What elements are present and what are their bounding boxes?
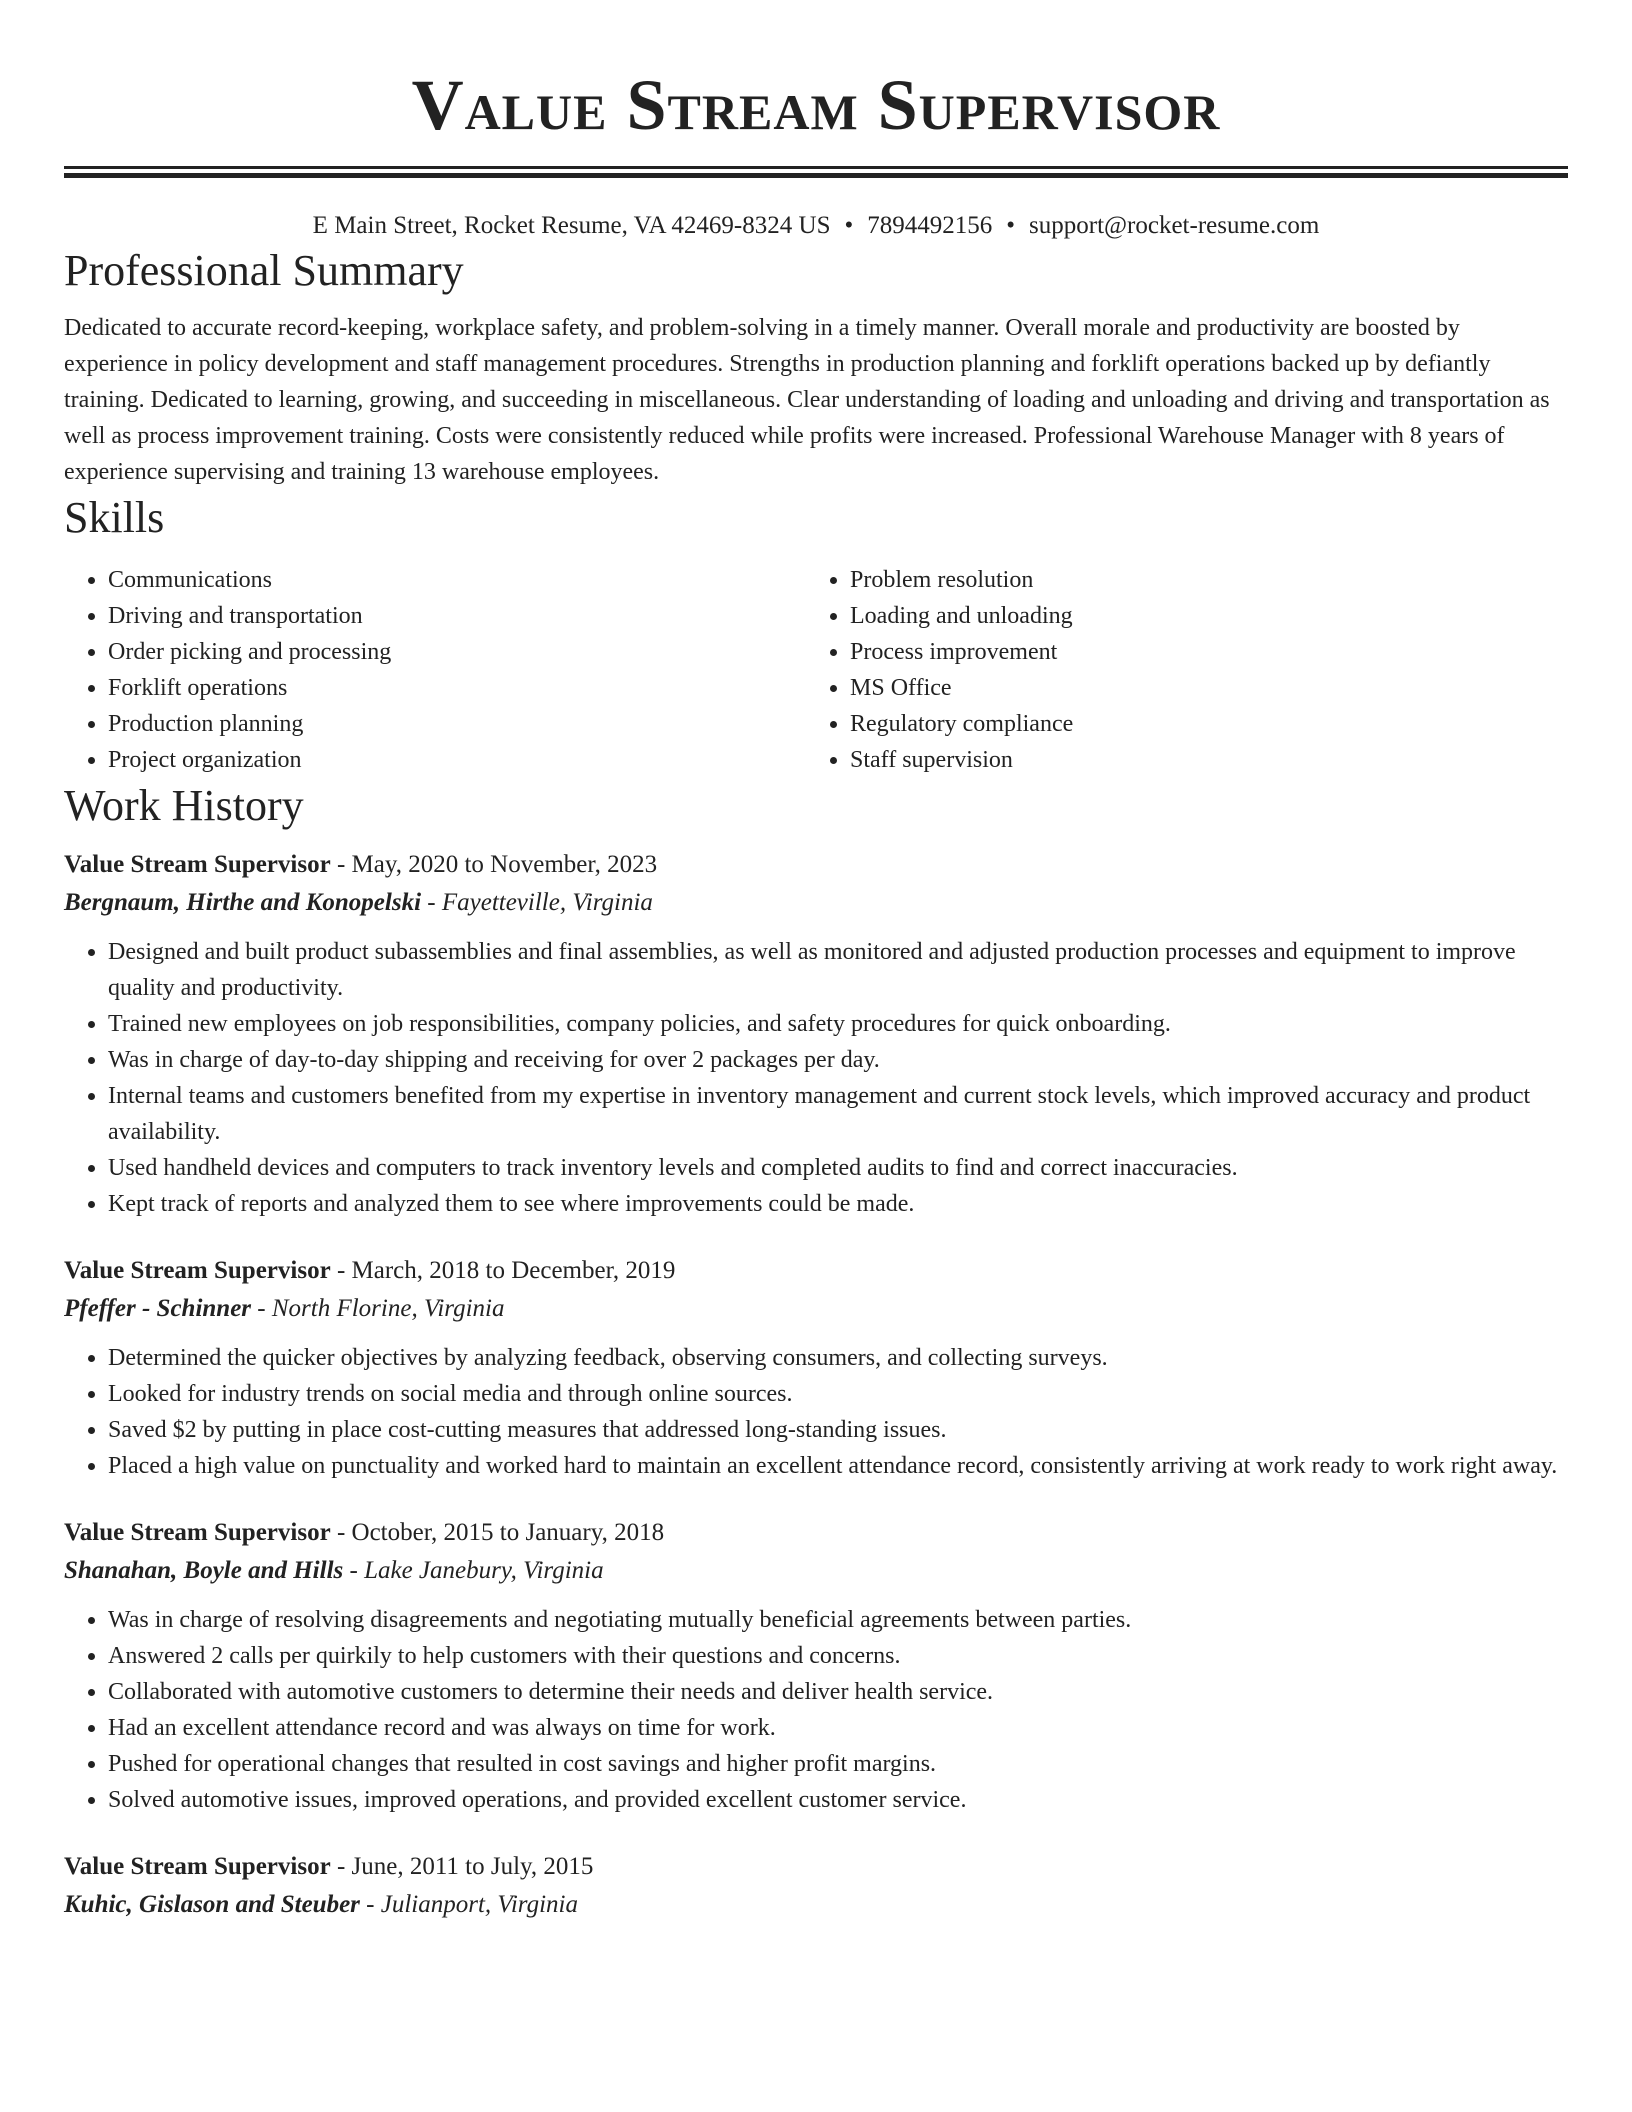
company-line: Bergnaum, Hirthe and Konopelski - Fayetteville, Virginia <box>64 889 653 916</box>
job-company: Pfeffer - Schinner <box>64 1295 252 1322</box>
contact-phone: 7894492156 <box>867 212 993 239</box>
job-location: Fayetteville, Virginia <box>441 889 653 916</box>
job-bullet: • Collaborated with automotive customers to determine their needs and deliver health service. <box>108 1674 1568 1710</box>
skill-item: • Problem resolution <box>850 562 1548 598</box>
work-history-heading: Work History <box>64 781 304 830</box>
contact-separator: • <box>844 212 854 239</box>
job-company: Shanahan, Boyle and Hills <box>64 1557 344 1584</box>
job-dates: May, 2020 to November, 2023 <box>351 851 658 878</box>
header-divider-top <box>64 166 1568 169</box>
company-line: Shanahan, Boyle and Hills - Lake Janebury, Virginia <box>64 1557 604 1584</box>
resume-page <box>64 0 1568 1924</box>
job-title-line: Value Stream Supervisor - October, 2015 to January, 2018 <box>64 1519 665 1546</box>
skill-item: • Communications <box>108 562 806 598</box>
job-bullet: • Placed a high value on punctuality and worked hard to maintain an excellent attendance record, consistently arriving at work ready to work right away. <box>108 1448 1568 1484</box>
summary-heading: Professional Summary <box>64 246 464 295</box>
skills-heading: Skills <box>64 493 165 542</box>
skill-item: • Regulatory compliance <box>850 706 1548 742</box>
job-entry <box>64 1848 1568 1924</box>
job-entry <box>64 846 1568 1222</box>
job-bullet: • Internal teams and customers benefited from my expertise in inventory management and current stock levels, which improved accuracy and product availability. <box>108 1078 1568 1150</box>
job-bullet: • Trained new employees on job responsibilities, company policies, and safety procedures for quick onboarding. <box>108 1006 1568 1042</box>
job-dates: October, 2015 to January, 2018 <box>351 1519 665 1546</box>
job-bullets <box>64 1340 1568 1484</box>
skill-item: • Staff supervision <box>850 742 1548 778</box>
job-bullet: • Determined the quicker objectives by analyzing feedback, observing consumers, and collecting surveys. <box>108 1340 1568 1376</box>
job-entry <box>64 1514 1568 1818</box>
contact-line <box>64 209 1568 243</box>
skill-item: • Order picking and processing <box>108 634 806 670</box>
skill-item: • Production planning <box>108 706 806 742</box>
job-company: Bergnaum, Hirthe and Konopelski <box>64 889 422 916</box>
company-line: Kuhic, Gislason and Steuber - Julianport, Virginia <box>64 1891 578 1918</box>
job-location: North Florine, Virginia <box>271 1295 505 1322</box>
skills-column-left <box>64 562 806 778</box>
skill-item: • Process improvement <box>850 634 1548 670</box>
job-bullet: • Had an excellent attendance record and was always on time for work. <box>108 1710 1568 1746</box>
job-bullets <box>64 934 1568 1222</box>
skill-item: • Loading and unloading <box>850 598 1548 634</box>
skill-item: • Project organization <box>108 742 806 778</box>
job-bullet: • Was in charge of day-to-day shipping and receiving for over 2 packages per day. <box>108 1042 1568 1078</box>
job-bullets <box>64 1602 1568 1818</box>
company-line: Pfeffer - Schinner - North Florine, Virginia <box>64 1295 505 1322</box>
job-title: Value Stream Supervisor <box>64 851 331 878</box>
job-bullet: • Kept track of reports and analyzed them to see where improvements could be made. <box>108 1186 1568 1222</box>
job-title: Value Stream Supervisor <box>64 1853 331 1880</box>
job-bullet: • Used handheld devices and computers to track inventory levels and completed audits to find and correct inaccuracies. <box>108 1150 1568 1186</box>
job-bullet: • Saved $2 by putting in place cost-cutting measures that addressed long-standing issues. <box>108 1412 1568 1448</box>
job-bullet: • Was in charge of resolving disagreements and negotiating mutually beneficial agreements between parties. <box>108 1602 1568 1638</box>
job-title: Value Stream Supervisor <box>64 1257 331 1284</box>
job-bullet: • Answered 2 calls per quirkily to help customers with their questions and concerns. <box>108 1638 1568 1674</box>
skill-item: • Driving and transportation <box>108 598 806 634</box>
job-bullet: • Looked for industry trends on social media and through online sources. <box>108 1376 1568 1412</box>
job-dates: March, 2018 to December, 2019 <box>351 1257 676 1284</box>
skills-column-right <box>806 562 1548 778</box>
job-title-line: Value Stream Supervisor - June, 2011 to July, 2015 <box>64 1853 594 1880</box>
job-entry <box>64 1252 1568 1484</box>
job-bullet: • Solved automotive issues, improved operations, and provided excellent customer service. <box>108 1782 1568 1818</box>
job-dates: June, 2011 to July, 2015 <box>351 1853 594 1880</box>
contact-address: E Main Street, Rocket Resume, VA 42469-8324 US <box>312 212 831 239</box>
job-bullet: • Designed and built product subassemblies and final assemblies, as well as monitored and adjusted production processes and equipment to improve quality and productivity. <box>108 934 1568 1006</box>
job-company: Kuhic, Gislason and Steuber <box>64 1891 360 1918</box>
skills-list <box>64 562 1568 778</box>
summary-text: Dedicated to accurate record-keeping, workplace safety, and problem-solving in a timely manner. Overall morale and productivity are boosted by experience in policy development and staff management procedures. Strengths in production planning and forklift operations backed up by defiantly training. Dedicated to learning, growing, and succeeding in miscellaneous. Clear understanding of loading and unloading and driving and transportation as well as process improvement training. Costs were consistently reduced while profits were increased. Professional Warehouse Manager with 8 years of experience supervising and training 13 warehouse employees. <box>64 315 1550 485</box>
job-bullet: • Pushed for operational changes that resulted in cost savings and higher profit margins. <box>108 1746 1568 1782</box>
job-location: Lake Janebury, Virginia <box>364 1557 604 1584</box>
header-divider-bottom <box>64 173 1568 178</box>
job-title-line: Value Stream Supervisor - March, 2018 to December, 2019 <box>64 1257 676 1284</box>
skill-item: • Forklift operations <box>108 670 806 706</box>
resume-name: Value Stream Supervisor <box>411 65 1221 145</box>
job-title: Value Stream Supervisor <box>64 1519 331 1546</box>
skill-item: • MS Office <box>850 670 1548 706</box>
job-title-line: Value Stream Supervisor - May, 2020 to November, 2023 <box>64 851 658 878</box>
contact-separator: • <box>1006 212 1016 239</box>
job-location: Julianport, Virginia <box>380 1891 578 1918</box>
contact-email: support@rocket-resume.com <box>1029 212 1320 239</box>
